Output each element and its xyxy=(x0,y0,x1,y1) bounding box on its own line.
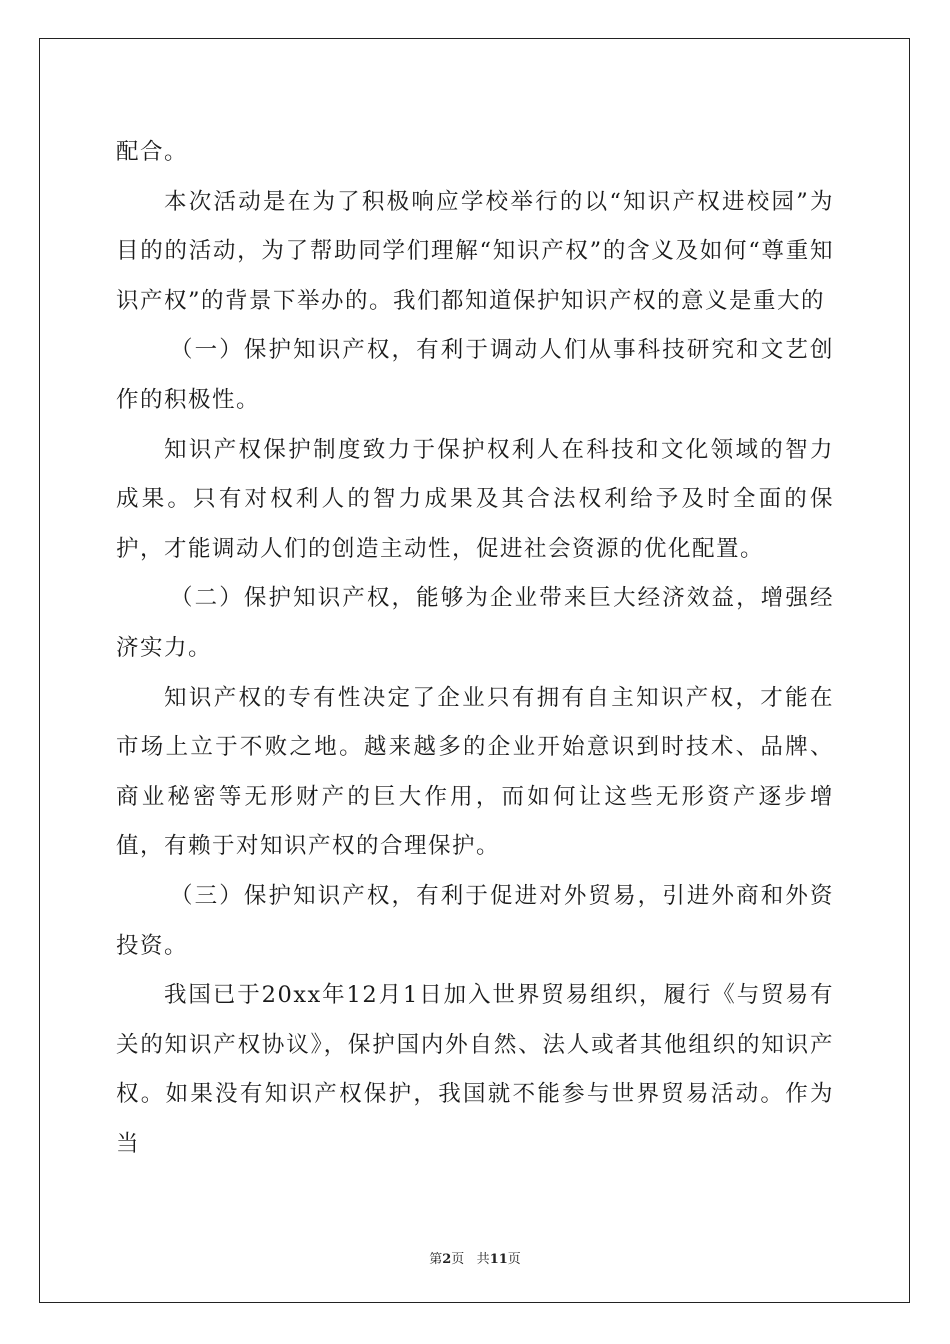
paragraph-section-2: 知识产权的专有性决定了企业只有拥有自主知识产权，才能在市场上立于不败之地。越来越多的企业开始意识到时技术、品牌、商业秘密等无形财产的巨大作用，而如何让这些无形资产逐步增值，有赖于对知识产权的合理保护。 xyxy=(116,684,834,860)
section-heading-2: （二）保护知识产权，能够为企业带来巨大经济效益，增强经济实力。 xyxy=(116,585,834,661)
total-suffix: 页 xyxy=(507,1252,521,1267)
page-footer xyxy=(0,1248,950,1267)
section-heading-3: （三）保护知识产权，有利于促进对外贸易，引进外商和外资投资。 xyxy=(116,882,834,959)
paragraph-section-1: 知识产权保护制度致力于保护权利人在科技和文化领域的智力成果。只有对权利人的智力成果及其合法权利给予及时全面的保护，才能调动人们的创造主动性，促进社会资源的优化配置。 xyxy=(116,436,834,562)
paragraph-section-3: 我国已于20xx年12月1日加入世界贸易组织，履行《与贸易有关的知识产权协议》，保护国内外自然、法人或者其他组织的知识产权。如果没有知识产权保护，我国就不能参与世界贸易活动。作为当 xyxy=(116,982,834,1157)
total-prefix: 共 xyxy=(476,1252,490,1267)
document-body xyxy=(116,128,834,1169)
page-number: 2 xyxy=(442,1252,452,1267)
paragraph-intro: 本次活动是在为了积极响应学校举行的以“知识产权进校园”为目的的活动，为了帮助同学们理解“知识产权”的含义及如何“尊重知识产权”的背景下举办的。我们都知道保护知识产权的意义是重大的 xyxy=(116,188,834,314)
total-pages: 11 xyxy=(489,1252,508,1267)
page-suffix: 页 xyxy=(451,1252,465,1267)
paragraph-continuation: 配合。 xyxy=(116,139,189,165)
section-heading-1: （一）保护知识产权，有利于调动人们从事科技研究和文艺创作的积极性。 xyxy=(116,337,834,413)
page-prefix: 第 xyxy=(429,1252,443,1267)
